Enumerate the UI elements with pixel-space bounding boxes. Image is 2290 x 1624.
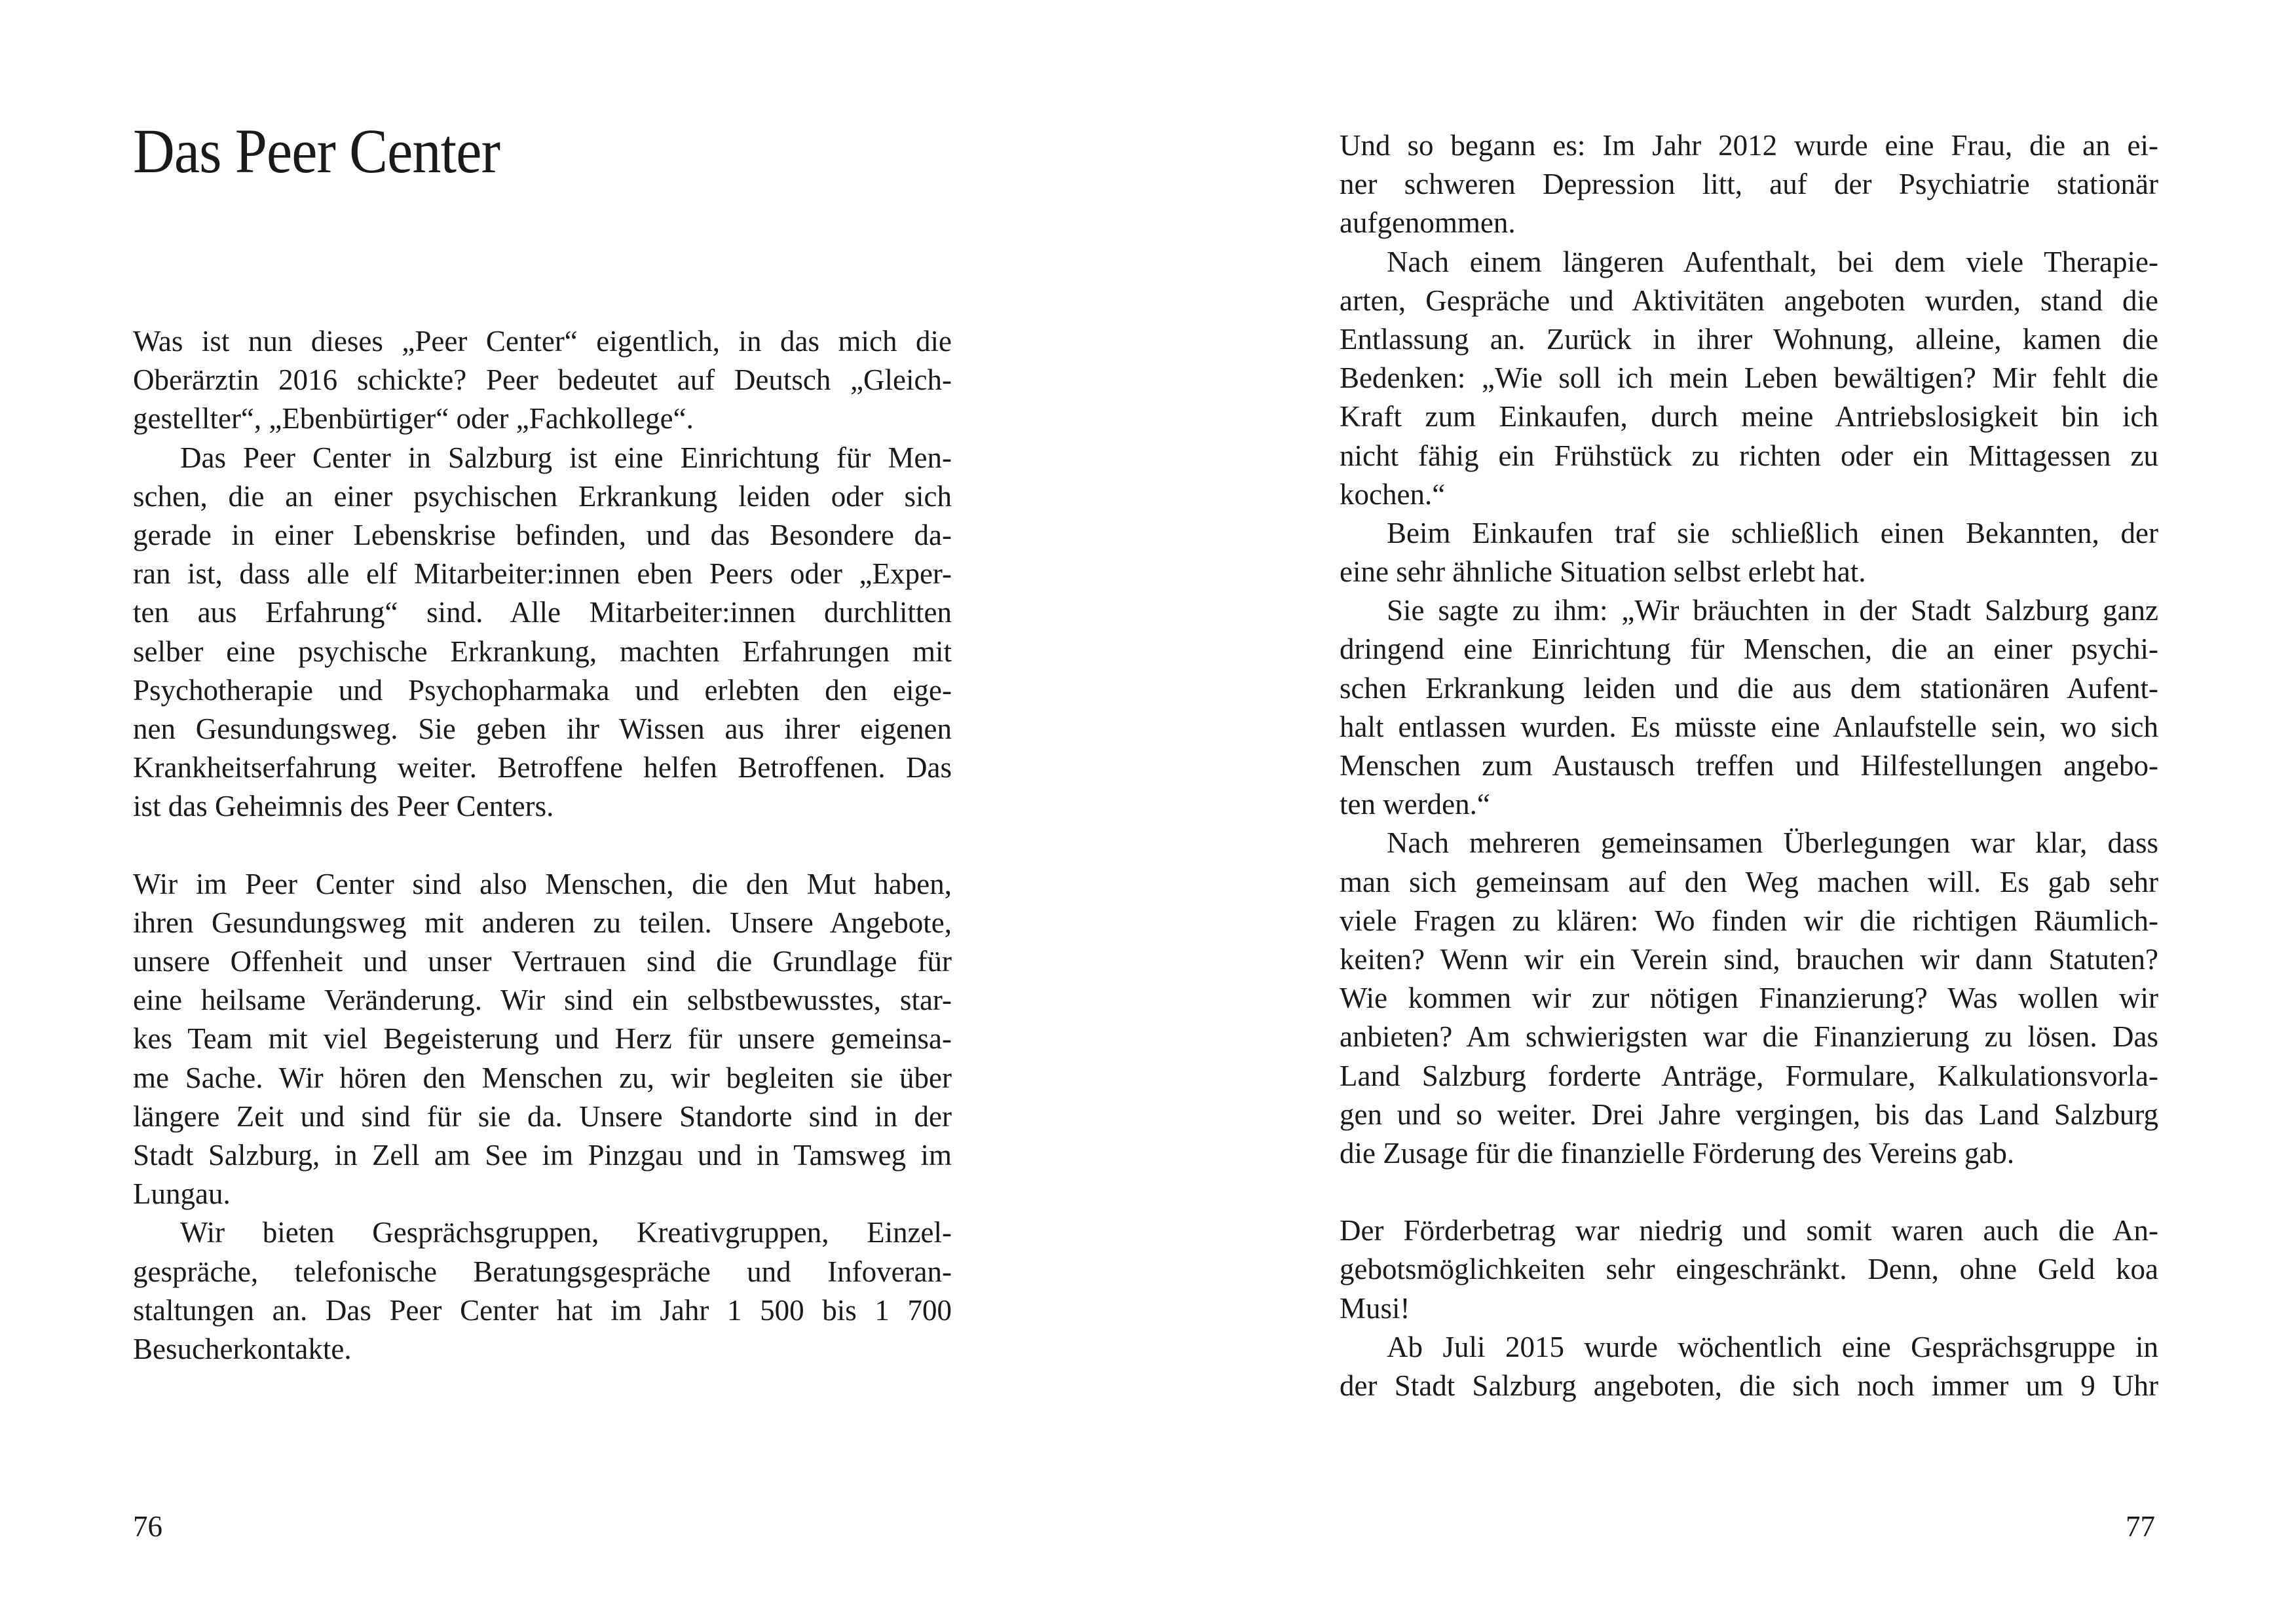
text-line: Sie sagte zu ihm: „Wir bräuchten in der Stadt Salzburg ganz xyxy=(1387,594,2158,627)
text-line: eine heilsame Veränderung. Wir sind ein selbstbewusstes, star- xyxy=(133,984,952,1017)
text-line: Nach mehreren gemeinsamen Überlegungen war klar, dass xyxy=(1387,826,2158,860)
right-page xyxy=(1145,0,2290,1624)
text-line: nicht fähig ein Frühstück zu richten oder ein Mittagessen zu xyxy=(1340,439,2158,472)
text-line: Psychotherapie und Psychopharmaka und erlebten den eige- xyxy=(133,673,952,707)
text-line: schen Erkrankung leiden und die aus dem stationären Aufent- xyxy=(1340,671,2158,705)
text-line: kochen.“ xyxy=(1340,477,1446,511)
text-line: anbieten? Am schwierigsten war die Finanzierung zu lösen. Das xyxy=(1340,1020,2158,1054)
text-line: eine sehr ähnliche Situation selbst erlebt hat. xyxy=(1340,555,1866,589)
text-line: gen und so weiter. Drei Jahre vergingen, bis das Land Salzburg xyxy=(1340,1098,2158,1131)
text-line: ten werden.“ xyxy=(1340,788,1490,821)
text-line: Beim Einkaufen traf sie schließlich einen Bekannten, der xyxy=(1387,516,2158,549)
text-line: Das Peer Center in Salzburg ist eine Einrichtung für Men- xyxy=(180,441,952,474)
text-line: dringend eine Einrichtung für Menschen, die an einer psychi- xyxy=(1340,633,2158,666)
text-line: Nach einem längeren Aufenthalt, bei dem viele Therapie- xyxy=(1387,245,2158,278)
text-line: keiten? Wenn wir ein Verein sind, brauchen wir dann Statuten? xyxy=(1340,942,2158,976)
text-line: selber eine psychische Erkrankung, machten Erfahrungen mit xyxy=(133,635,952,668)
text-line: staltungen an. Das Peer Center hat im Jahr 1 500 bis 1 700 xyxy=(133,1293,952,1327)
text-line: Bedenken: „Wie soll ich mein Leben bewältigen? Mir fehlt die xyxy=(1340,361,2158,395)
text-line: man sich gemeinsam auf den Weg machen will. Es gab sehr xyxy=(1340,865,2158,898)
text-line: Was ist nun dieses „Peer Center“ eigentlich, in das mich die xyxy=(133,325,952,358)
text-line: die Zusage für die finanzielle Förderung des Vereins gab. xyxy=(1340,1136,2015,1170)
text-line: Kraft zum Einkaufen, durch meine Antriebslosigkeit bin ich xyxy=(1340,400,2158,434)
text-line: Menschen zum Austausch treffen und Hilfestellungen angebo- xyxy=(1340,749,2158,782)
text-line: ten aus Erfahrung“ sind. Alle Mitarbeiter:innen durchlitten xyxy=(133,596,952,629)
right-body-text xyxy=(1340,126,2158,1405)
text-line: Stadt Salzburg, in Zell am See im Pinzgau und in Tamsweg im xyxy=(133,1138,952,1172)
page-number-right: 77 xyxy=(2126,1510,2155,1543)
text-line: halt entlassen wurden. Es müsste eine Anlaufstelle sein, wo sich xyxy=(1340,710,2158,743)
text-line: Wir bieten Gesprächsgruppen, Kreativgruppen, Einzel- xyxy=(180,1216,952,1249)
text-line: Krankheitserfahrung weiter. Betroffene helfen Betroffenen. Das xyxy=(133,751,952,784)
text-line: ihren Gesundungsweg mit anderen zu teilen. Unsere Angebote, xyxy=(133,906,952,939)
left-body-text xyxy=(133,322,952,1369)
paragraph-gap xyxy=(133,826,952,864)
text-line: Land Salzburg forderte Anträge, Formulare, Kalkulationsvorla- xyxy=(1340,1059,2158,1092)
text-line: gebotsmöglichkeiten sehr eingeschränkt. Denn, ohne Geld koa xyxy=(1340,1253,2158,1286)
text-line: Oberärztin 2016 schickte? Peer bedeutet auf Deutsch „Gleich- xyxy=(133,363,952,397)
chapter-title: Das Peer Center xyxy=(133,116,500,186)
text-line: Besucherkontakte. xyxy=(133,1332,352,1365)
text-line: der Stadt Salzburg angeboten, die sich noch immer um 9 Uhr xyxy=(1340,1369,2158,1402)
text-line: me Sache. Wir hören den Menschen zu, wir begleiten sie über xyxy=(133,1061,952,1094)
text-line: arten, Gespräche und Aktivitäten angeboten wurden, stand die xyxy=(1340,284,2158,317)
text-line: aufgenommen. xyxy=(1340,206,1516,240)
text-line: ist das Geheimnis des Peer Centers. xyxy=(133,790,554,823)
text-line: Der Förderbetrag war niedrig und somit waren auch die An- xyxy=(1340,1214,2158,1247)
text-line: nen Gesundungsweg. Sie geben ihr Wissen aus ihrer eigenen xyxy=(133,712,952,745)
text-line: kes Team mit viel Begeisterung und Herz für unsere gemeinsa- xyxy=(133,1022,952,1056)
text-line: unsere Offenheit und unser Vertrauen sind die Grundlage für xyxy=(133,945,952,978)
text-line: Wir im Peer Center sind also Menschen, die den Mut haben, xyxy=(133,867,952,900)
text-line: längere Zeit und sind für sie da. Unsere Standorte sind in der xyxy=(133,1099,952,1133)
text-line: Entlassung an. Zurück in ihrer Wohnung, alleine, kamen die xyxy=(1340,322,2158,356)
text-line: Wie kommen wir zur nötigen Finanzierung? Was wollen wir xyxy=(1340,982,2158,1015)
text-line: Und so begann es: Im Jahr 2012 wurde eine Frau, die an ei- xyxy=(1340,129,2158,162)
text-line: viele Fragen zu klären: Wo finden wir die richtigen Räumlich- xyxy=(1340,904,2158,937)
text-line: gestellter“, „Ebenbürtiger“ oder „Fachkollege“. xyxy=(133,402,694,435)
text-line: schen, die an einer psychischen Erkrankung leiden oder sich xyxy=(133,479,952,513)
page-number-left: 76 xyxy=(133,1510,162,1543)
text-line: Ab Juli 2015 wurde wöchentlich eine Gesprächsgruppe in xyxy=(1387,1330,2158,1363)
text-line: ner schweren Depression litt, auf der Psychiatrie stationär xyxy=(1340,168,2158,201)
text-line: ran ist, dass alle elf Mitarbeiter:innen eben Peers oder „Exper- xyxy=(133,557,952,591)
paragraph-gap xyxy=(1340,1173,2158,1211)
text-line: Lungau. xyxy=(133,1177,231,1211)
text-line: gespräche, telefonische Beratungsgespräche und Infoveran- xyxy=(133,1255,952,1288)
text-line: gerade in einer Lebenskrise befinden, und das Besondere da- xyxy=(133,518,952,551)
text-line: Musi! xyxy=(1340,1291,1410,1325)
